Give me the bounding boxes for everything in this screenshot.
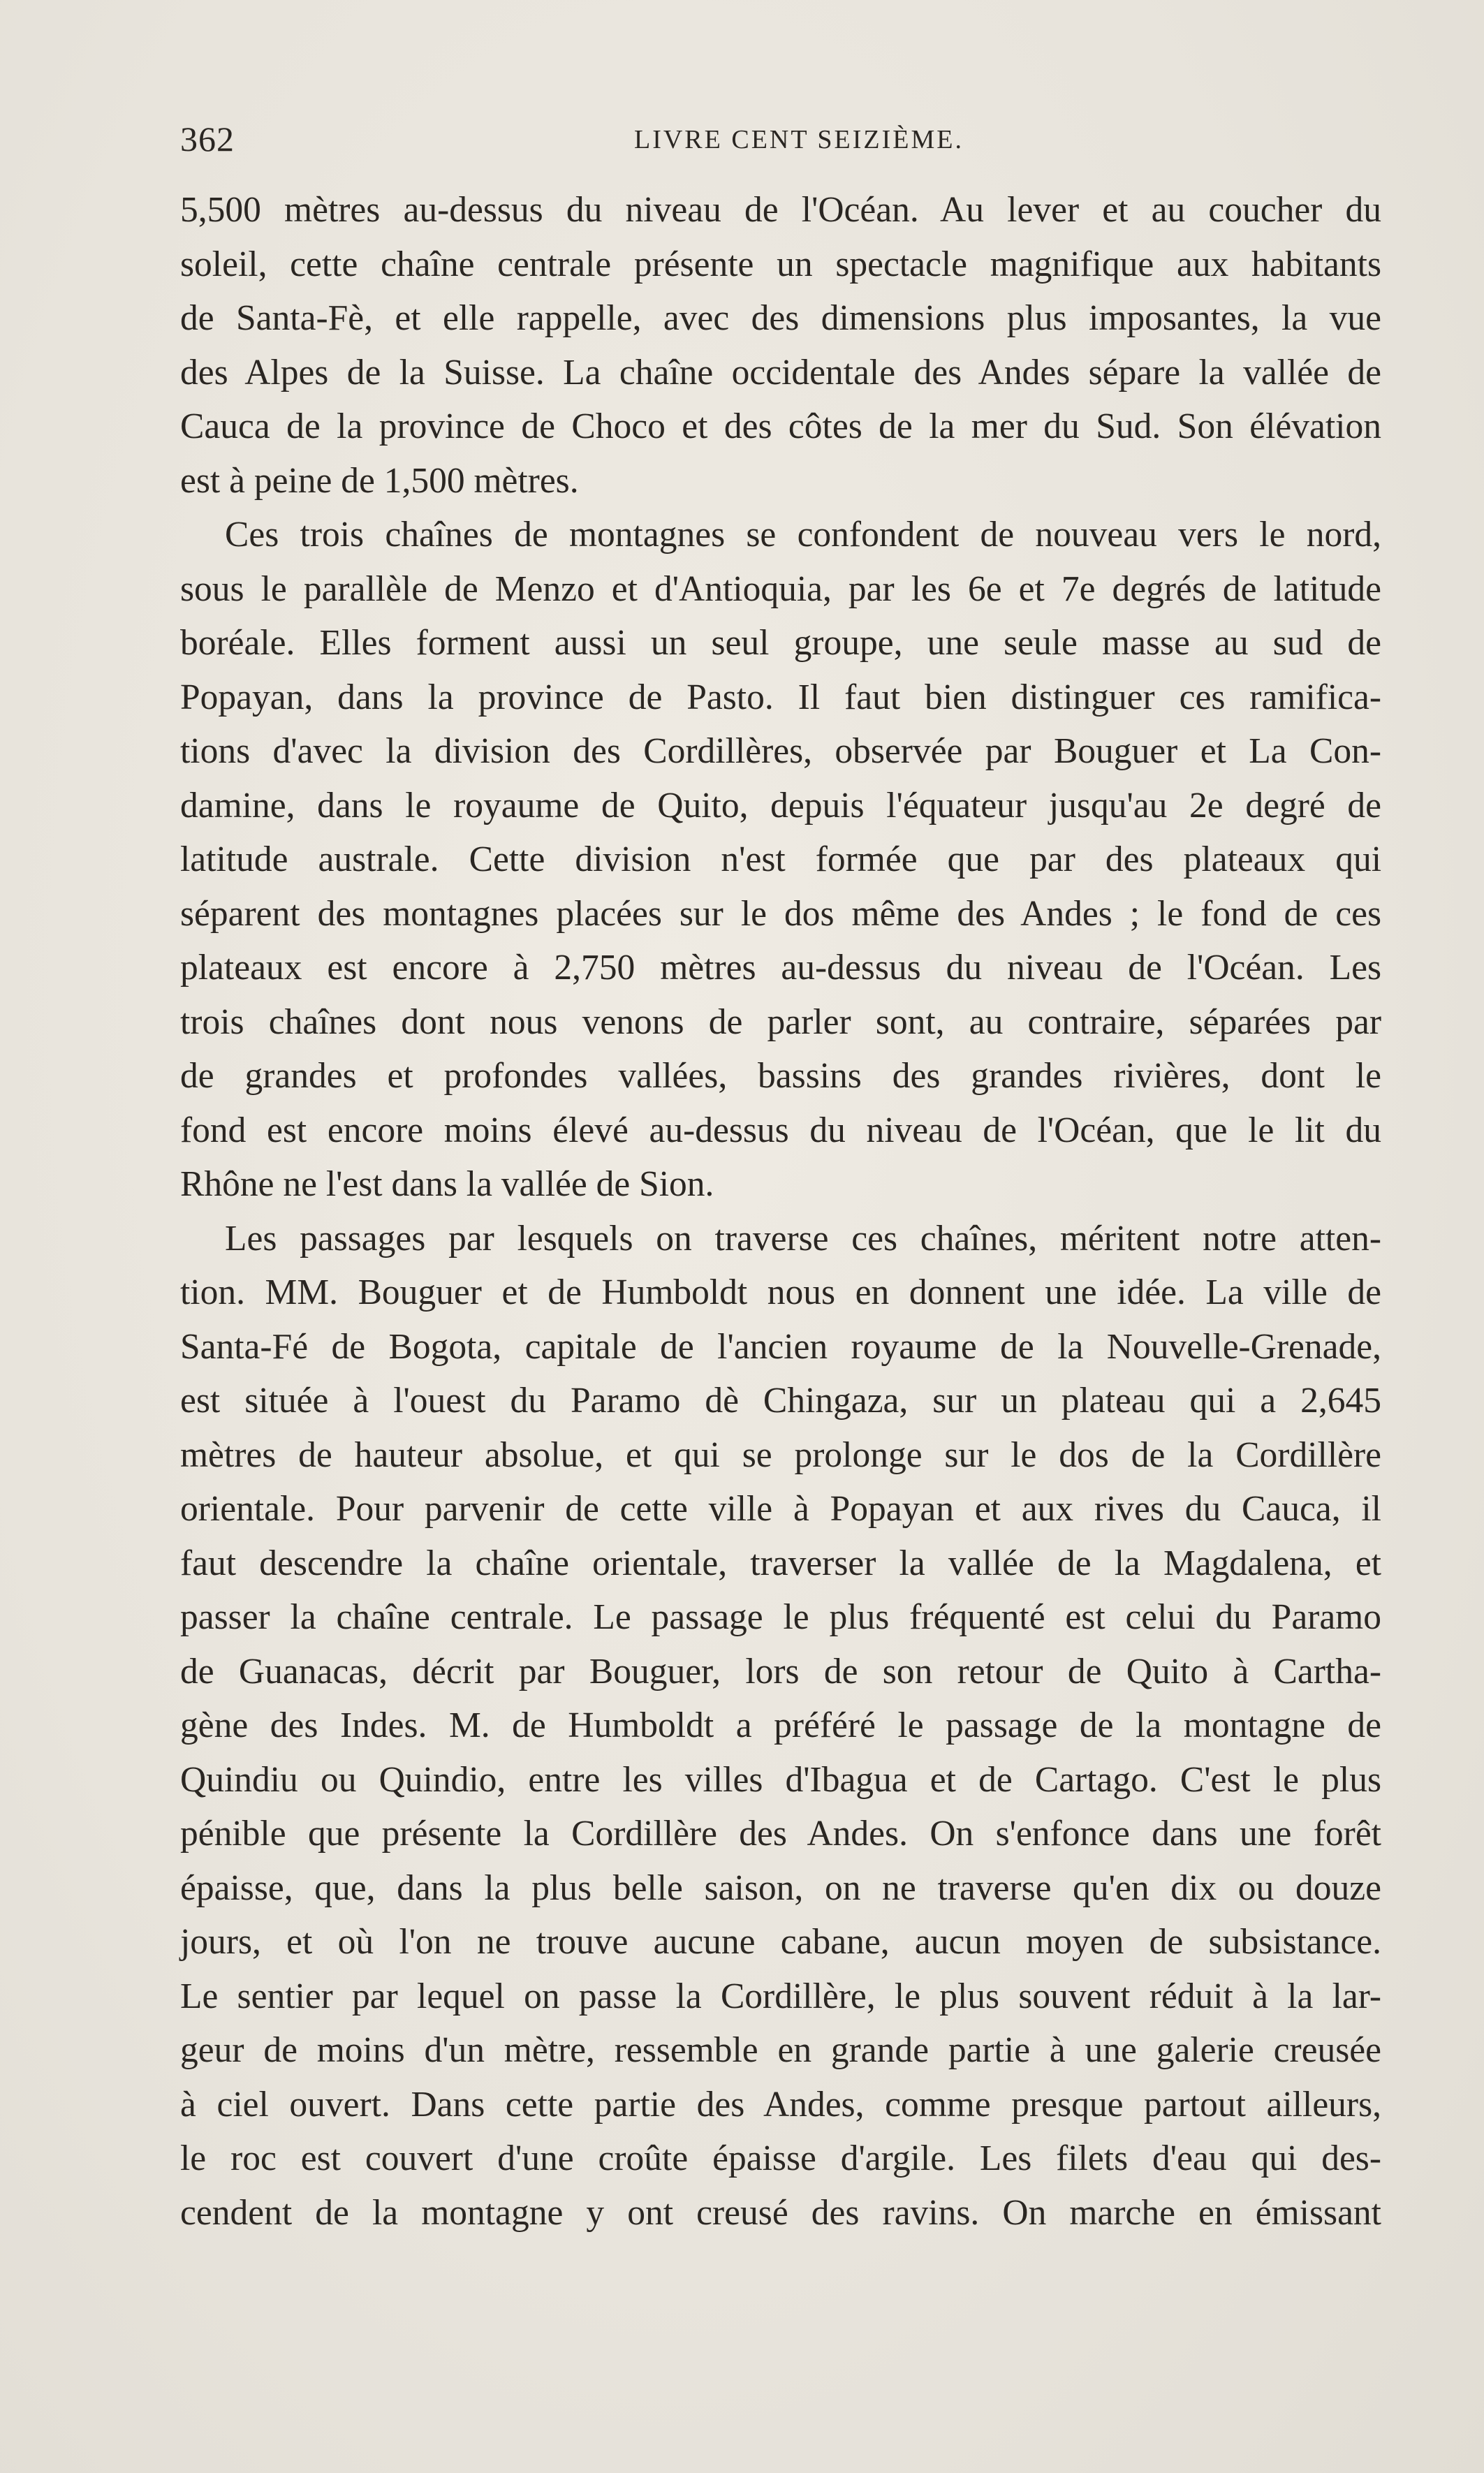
text-line: des Alpes de la Suisse. La chaîne occidentale des Andes sépare la vallée de	[180, 352, 1381, 392]
text-line: Santa-Fé de Bogota, capitale de l'ancien royaume de la Nouvelle-Grenade,	[180, 1326, 1381, 1367]
text-line: Popayan, dans la province de Pasto. Il faut bien distinguer ces ramifica-	[180, 677, 1381, 717]
paragraph-3	[180, 1212, 1381, 2240]
text-line: jours, et où l'on ne trouve aucune cabane, aucun moyen de subsistance.	[180, 1922, 1381, 1962]
text-line: est à peine de 1,500 mètres.	[180, 460, 579, 501]
text-line: mètres de hauteur absolue, et qui se prolonge sur le dos de la Cordillère	[180, 1434, 1381, 1475]
text-line: épaisse, que, dans la plus belle saison, on ne traverse qu'en dix ou douze	[180, 1867, 1381, 1908]
text-line: cendent de la montagne y ont creusé des ravins. On marche en émissant	[180, 2192, 1381, 2233]
text-line: est située à l'ouest du Paramo dè Chingaza, sur un plateau qui a 2,645	[180, 1381, 1381, 1421]
text-line: de Santa-Fè, et elle rappelle, avec des dimensions plus imposantes, la vue	[180, 298, 1381, 338]
body-text	[180, 183, 1381, 2240]
page-header	[180, 119, 1381, 168]
text-line: à ciel ouvert. Dans cette partie des Andes, comme presque partout ailleurs,	[180, 2084, 1381, 2125]
text-line: Le sentier par lequel on passe la Cordillère, le plus souvent réduit à la lar-	[180, 1976, 1381, 2016]
text-line: le roc est couvert d'une croûte épaisse d'argile. Les filets d'eau qui des-	[180, 2138, 1381, 2178]
text-line: geur de moins d'un mètre, ressemble en grande partie à une galerie creusée	[180, 2030, 1381, 2070]
text-line: boréale. Elles forment aussi un seul groupe, une seule masse au sud de	[180, 623, 1381, 663]
text-line: Rhône ne l'est dans la vallée de Sion.	[180, 1164, 714, 1204]
text-line: tions d'avec la division des Cordillères, observée par Bouguer et La Con-	[180, 731, 1381, 771]
text-line: 5,500 mètres au-dessus du niveau de l'Océan. Au lever et au coucher du	[180, 190, 1381, 230]
text-line: soleil, cette chaîne centrale présente un spectacle magnifique aux habitants	[180, 244, 1381, 284]
running-title: LIVRE CENT SEIZIÈME.	[634, 125, 964, 154]
text-line: passer la chaîne centrale. Le passage le plus fréquenté est celui du Paramo	[180, 1597, 1381, 1637]
text-line: damine, dans le royaume de Quito, depuis l'équateur jusqu'au 2e degré de	[180, 785, 1381, 825]
page-number: 362	[180, 119, 235, 159]
text-line: trois chaînes dont nous venons de parler sont, au contraire, séparées par	[180, 1001, 1381, 1042]
text-line: orientale. Pour parvenir de cette ville à Popayan et aux rives du Cauca, il	[180, 1489, 1381, 1529]
text-line: pénible que présente la Cordillère des Andes. On s'enfonce dans une forêt	[180, 1814, 1381, 1854]
text-line: gène des Indes. M. de Humboldt a préféré le passage de la montagne de	[180, 1705, 1381, 1745]
text-line: Ces trois chaînes de montagnes se confondent de nouveau vers le nord,	[225, 515, 1381, 555]
paragraph-2	[180, 508, 1381, 1212]
paragraph-1	[180, 183, 1381, 508]
text-line: séparent des montagnes placées sur le dos même des Andes ; le fond de ces	[180, 893, 1381, 934]
text-line: Quindiu ou Quindio, entre les villes d'Ibagua et de Cartago. C'est le plus	[180, 1759, 1381, 1800]
text-line: plateaux est encore à 2,750 mètres au-dessus du niveau de l'Océan. Les	[180, 948, 1381, 988]
text-line: de Guanacas, décrit par Bouguer, lors de son retour de Quito à Cartha-	[180, 1651, 1381, 1692]
text-line: Les passages par lesquels on traverse ces chaînes, méritent notre atten-	[225, 1218, 1381, 1258]
text-line: faut descendre la chaîne orientale, traverser la vallée de la Magdalena, et	[180, 1543, 1381, 1583]
text-line: sous le parallèle de Menzo et d'Antioquia, par les 6e et 7e degrés de latitude	[180, 568, 1381, 609]
text-line: fond est encore moins élevé au-dessus du niveau de l'Océan, que le lit du	[180, 1110, 1381, 1150]
text-line: tion. MM. Bouguer et de Humboldt nous en donnent une idée. La ville de	[180, 1272, 1381, 1312]
text-line: latitude australe. Cette division n'est formée que par des plateaux qui	[180, 839, 1381, 879]
text-line: de grandes et profondes vallées, bassins des grandes rivières, dont le	[180, 1056, 1381, 1096]
text-line: Cauca de la province de Choco et des côtes de la mer du Sud. Son élévation	[180, 406, 1381, 446]
